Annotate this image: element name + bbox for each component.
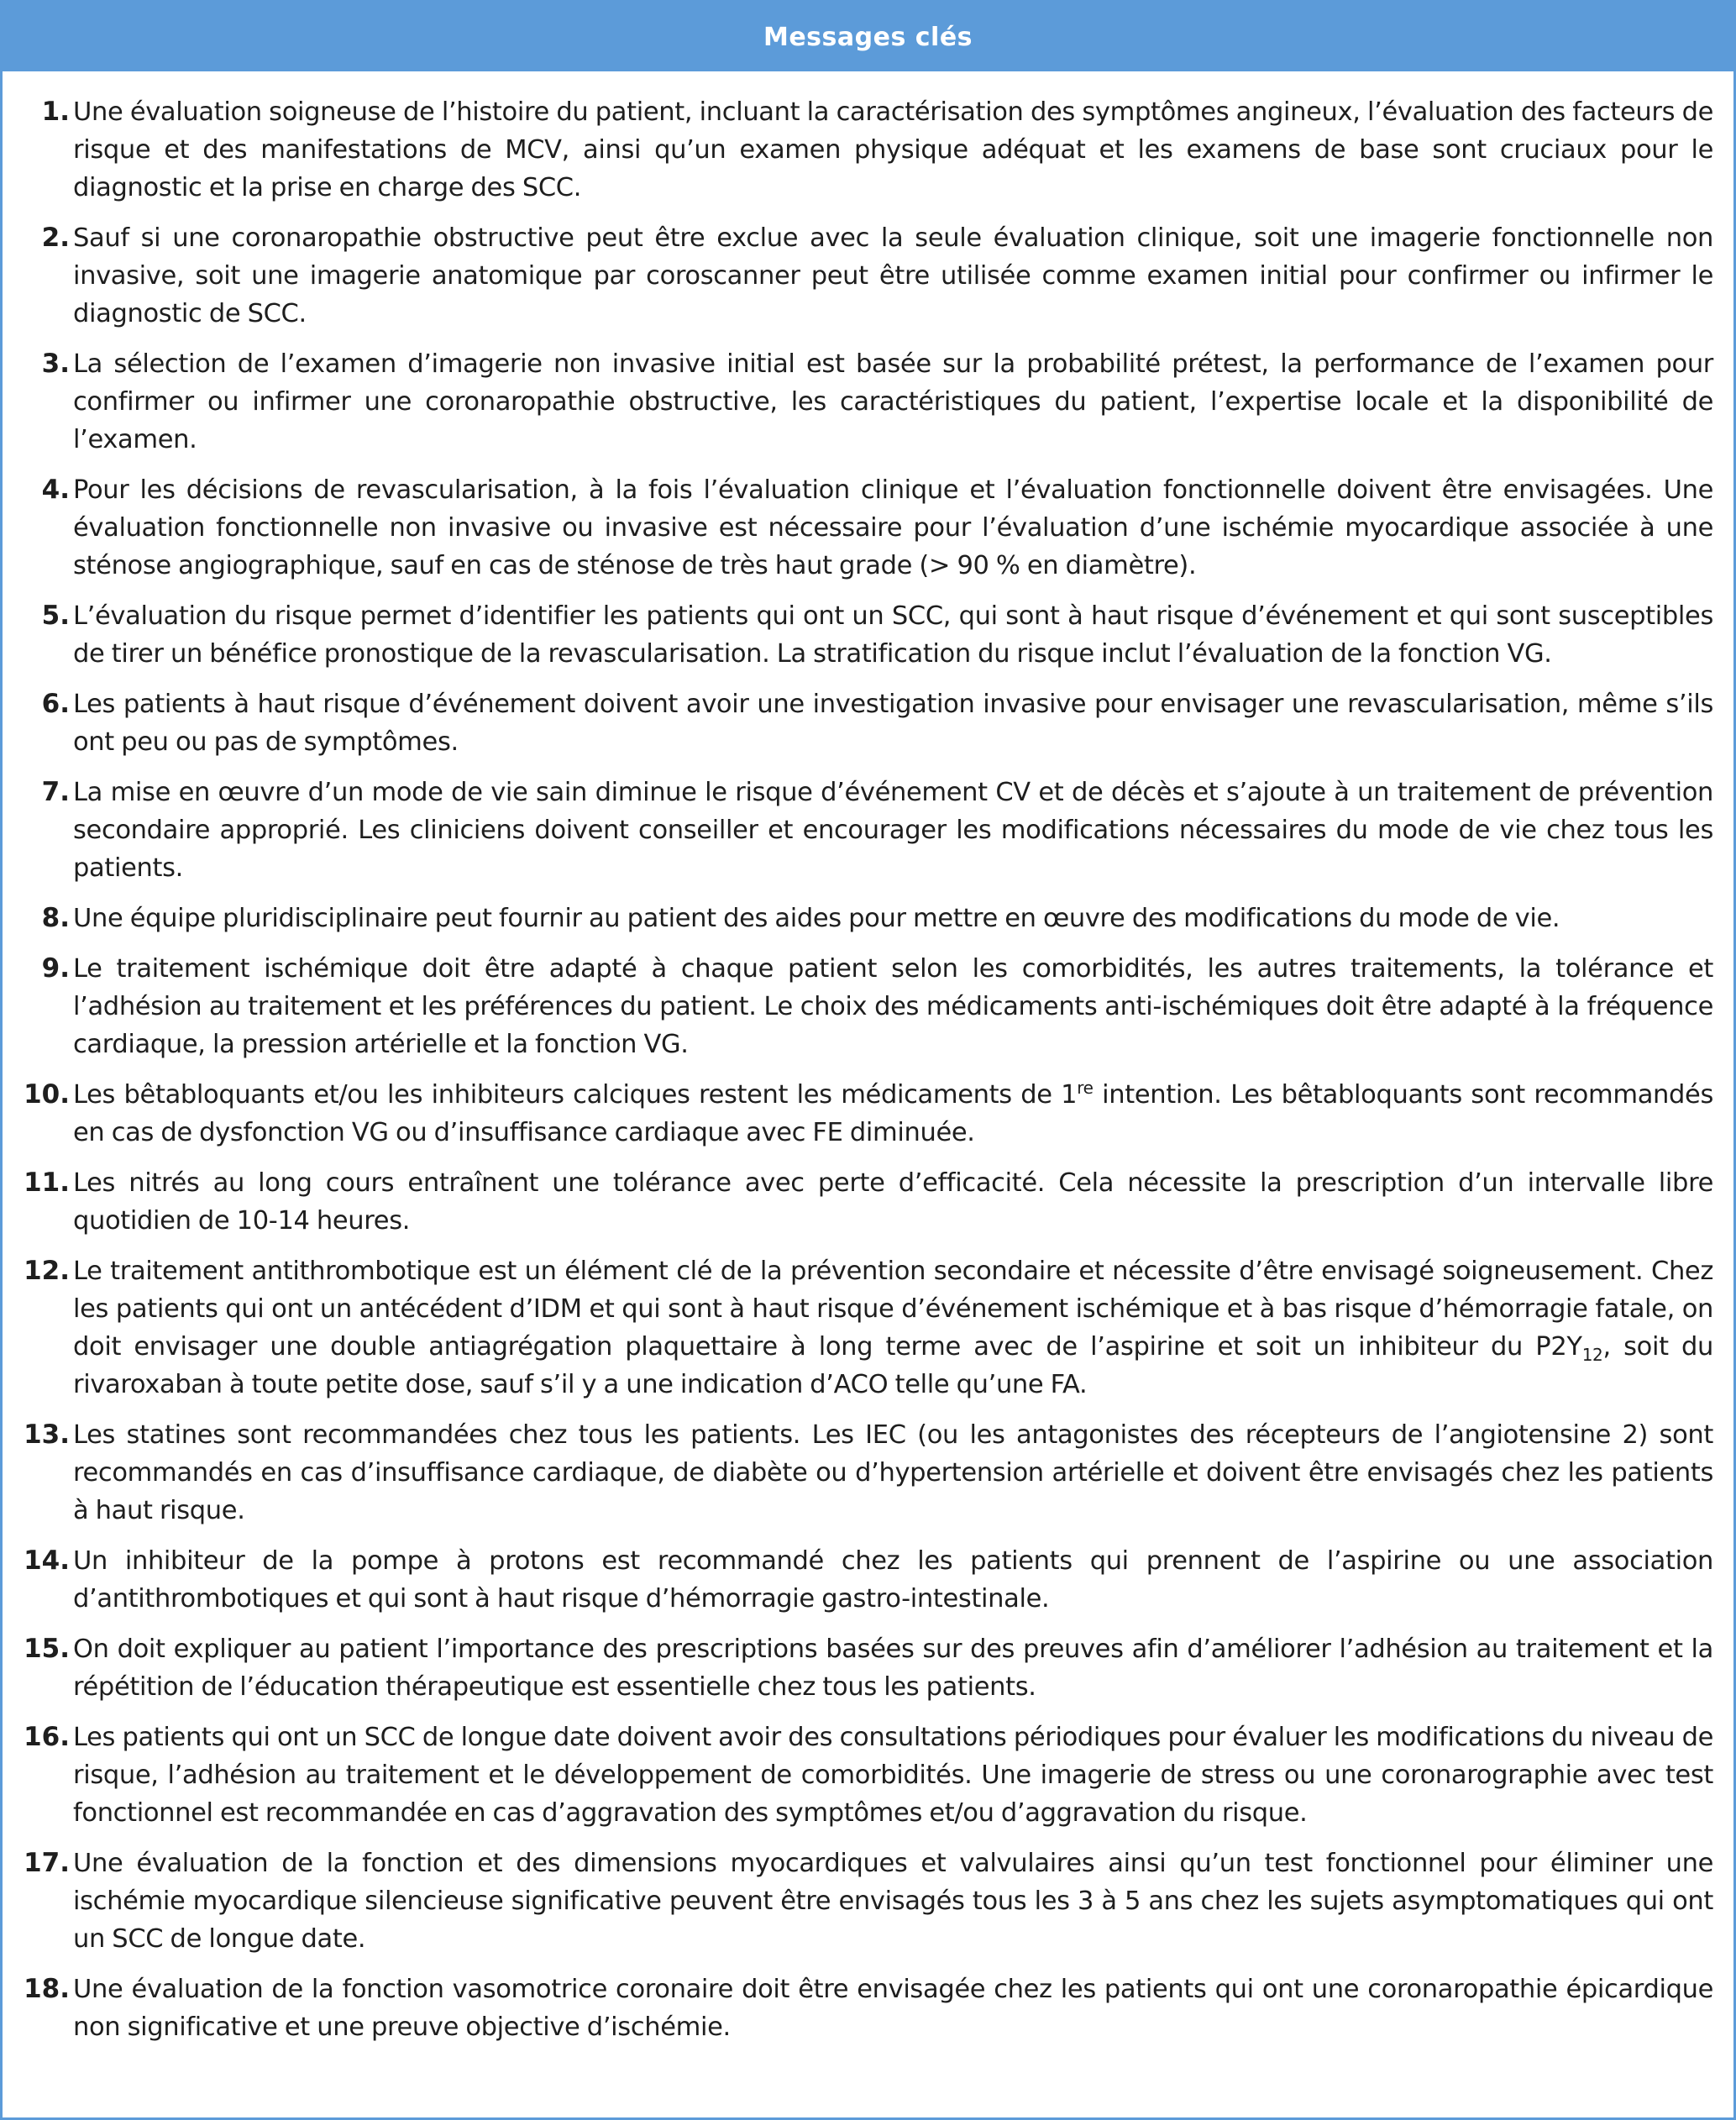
item-text-part: , soit du rivaroxaban à toute petite dose, sauf s’il y a une indication d’ACO telle qu’une FA. <box>73 1332 1713 1399</box>
item-text: L’évaluation du risque permet d’identifier les patients qui ont un SCC, qui sont à haut risque d’événement et qui sont susceptibles de tirer un bénéfice pronostique de la revascularisation. La stratification du risque inclut l’évaluation de la fonction VG. <box>73 601 1713 669</box>
item-number: 1. <box>41 97 70 127</box>
item-number: 7. <box>41 777 70 807</box>
list-item <box>3 950 1713 1063</box>
list-item <box>3 900 1713 937</box>
item-text: Les patients qui ont un SCC de longue date doivent avoir des consultations périodiques pour évaluer les modifications du niveau de risque, l’adhésion au traitement et le développement de comorbidités. Une imagerie de stress ou une coronarographie avec test fonctionnel est recommandée en cas d’aggravation des symptômes et/ou d’aggravation du risque. <box>73 1723 1713 1828</box>
item-number: 17. <box>24 1848 70 1878</box>
list-item <box>3 685 1713 761</box>
list-item <box>3 1076 1713 1152</box>
item-text: Pour les décisions de revascularisation, à la fois l’évaluation clinique et l’évaluation fonctionnelle doivent être envisagées. Une évaluation fonctionnelle non invasive ou invasive est nécessaire pour l’évaluation d’une ischémie myocardique associée à une sténose angiographique, sauf en cas de sténose de très haut grade (> 90 % en diamètre). <box>73 475 1713 580</box>
item-number: 4. <box>41 475 70 505</box>
subscript: 12 <box>1581 1345 1603 1366</box>
item-number: 5. <box>41 601 70 631</box>
list-item <box>3 345 1713 459</box>
item-text: Une évaluation de la fonction et des dimensions myocardiques et valvulaires ainsi qu’un test fonctionnel pour éliminer une ischémie myocardique silencieuse significative peuvent être envisagés tous les 3 à 5 ans chez les sujets asymptomatiques qui ont un SCC de longue date. <box>73 1849 1713 1954</box>
list-item <box>3 1630 1713 1706</box>
list-item <box>3 597 1713 673</box>
list-item <box>3 1542 1713 1618</box>
list-item <box>3 774 1713 887</box>
item-number: 2. <box>41 223 70 253</box>
item-text <box>73 1252 1713 1404</box>
superscript: re <box>1077 1077 1094 1098</box>
item-number: 18. <box>24 1974 70 2004</box>
item-number: 13. <box>24 1419 70 1450</box>
item-text: Sauf si une coronaropathie obstructive peut être exclue avec la seule évaluation clinique, soit une imagerie fonctionnelle non invasive, soit une imagerie anatomique par coroscanner peut être utilisée comme examen initial pour confirmer ou infirmer le diagnostic de SCC. <box>73 223 1713 328</box>
list-item <box>3 1416 1713 1530</box>
item-number: 14. <box>24 1545 70 1576</box>
list-item <box>3 1164 1713 1240</box>
item-text-part: Le traitement antithrombotique est un élément clé de la prévention secondaire et nécessite d’être envisagé soigneusement. Chez les patients qui ont un antécédent d’IDM et qui sont à haut risque d’événement ischémique et à bas risque d’hémorragie fatale, on doit envisager une double antiagrégation plaquettaire à long terme avec de l’aspirine et soit un inhibiteur du P2Y <box>73 1257 1713 1362</box>
item-number: 10. <box>24 1079 70 1110</box>
item-number: 11. <box>24 1168 70 1198</box>
item-text: Les nitrés au long cours entraînent une tolérance avec perte d’efficacité. Cela nécessite la prescription d’un intervalle libre quotidien de 10-14 heures. <box>73 1168 1713 1236</box>
item-text-part: intention. Les bêtabloquants sont recommandés en cas de dysfonction VG ou d’insuffisance cardiaque avec FE diminuée. <box>73 1080 1714 1147</box>
list-item <box>3 471 1713 585</box>
item-text <box>73 1076 1713 1152</box>
item-number: 3. <box>41 349 70 379</box>
list-item <box>3 1970 1713 2046</box>
item-number: 9. <box>41 953 70 984</box>
item-text: Un inhibiteur de la pompe à protons est recommandé chez les patients qui prennent de l’aspirine ou une association d’antithrombotiques et qui sont à haut risque d’hémorragie gastro-intestinale. <box>73 1546 1713 1614</box>
item-text-part: Les bêtabloquants et/ou les inhibiteurs calciques restent les médicaments de 1 <box>73 1080 1078 1110</box>
item-number: 16. <box>24 1722 70 1752</box>
item-number: 6. <box>41 689 70 719</box>
list-item <box>3 1252 1713 1404</box>
item-text: Les patients à haut risque d’événement doivent avoir une investigation invasive pour envisager une revascularisation, même s’ils ont peu ou pas de symptômes. <box>73 690 1713 757</box>
item-text: La mise en œuvre d’un mode de vie sain diminue le risque d’événement CV et de décès et s’ajoute à un traitement de prévention secondaire approprié. Les cliniciens doivent conseiller et encourager les modifications nécessaires du mode de vie chez tous les patients. <box>73 778 1713 883</box>
item-text: Une évaluation de la fonction vasomotrice coronaire doit être envisagée chez les patients qui ont une coronaropathie épicardique non significative et une preuve objective d’ischémie. <box>73 1975 1713 2042</box>
item-number: 8. <box>41 903 70 933</box>
list-item <box>3 219 1713 333</box>
item-number: 15. <box>24 1634 70 1664</box>
item-text: Le traitement ischémique doit être adapté à chaque patient selon les comorbidités, les autres traitements, la tolérance et l’adhésion au traitement et les préférences du patient. Le choix des médicaments anti-ischémiques doit être adapté à la fréquence cardiaque, la pression artérielle et la fonction VG. <box>73 954 1713 1059</box>
list-item <box>3 1845 1713 1958</box>
box-title: Messages clés <box>3 3 1733 71</box>
messages-list <box>3 71 1733 2046</box>
list-item <box>3 1719 1713 1832</box>
item-text: On doit expliquer au patient l’importance des prescriptions basées sur des preuves afin d’améliorer l’adhésion au traitement et la répétition de l’éducation thérapeutique est essentielle chez tous les patients. <box>73 1635 1713 1702</box>
item-text: Une évaluation soigneuse de l’histoire du patient, incluant la caractérisation des symptômes angineux, l’évaluation des facteurs de risque et des manifestations de MCV, ainsi qu’un examen physique adéquat et les examens de base sont cruciaux pour le diagnostic et la prise en charge des SCC. <box>73 97 1713 202</box>
item-text: La sélection de l’examen d’imagerie non invasive initial est basée sur la probabilité prétest, la performance de l’examen pour confirmer ou infirmer une coronaropathie obstructive, les caractéristiques du patient, l’expertise locale et la disponibilité de l’examen. <box>73 349 1713 454</box>
list-item <box>3 93 1713 207</box>
item-number: 12. <box>24 1256 70 1286</box>
item-text: Les statines sont recommandées chez tous les patients. Les IEC (ou les antagonistes des récepteurs de l’angiotensine 2) sont recommandés en cas d’insuffisance cardiaque, de diabète ou d’hypertension artérielle et doivent être envisagés chez les patients à haut risque. <box>73 1420 1713 1525</box>
item-text: Une équipe pluridisciplinaire peut fournir au patient des aides pour mettre en œuvre des modifications du mode de vie. <box>73 904 1560 933</box>
